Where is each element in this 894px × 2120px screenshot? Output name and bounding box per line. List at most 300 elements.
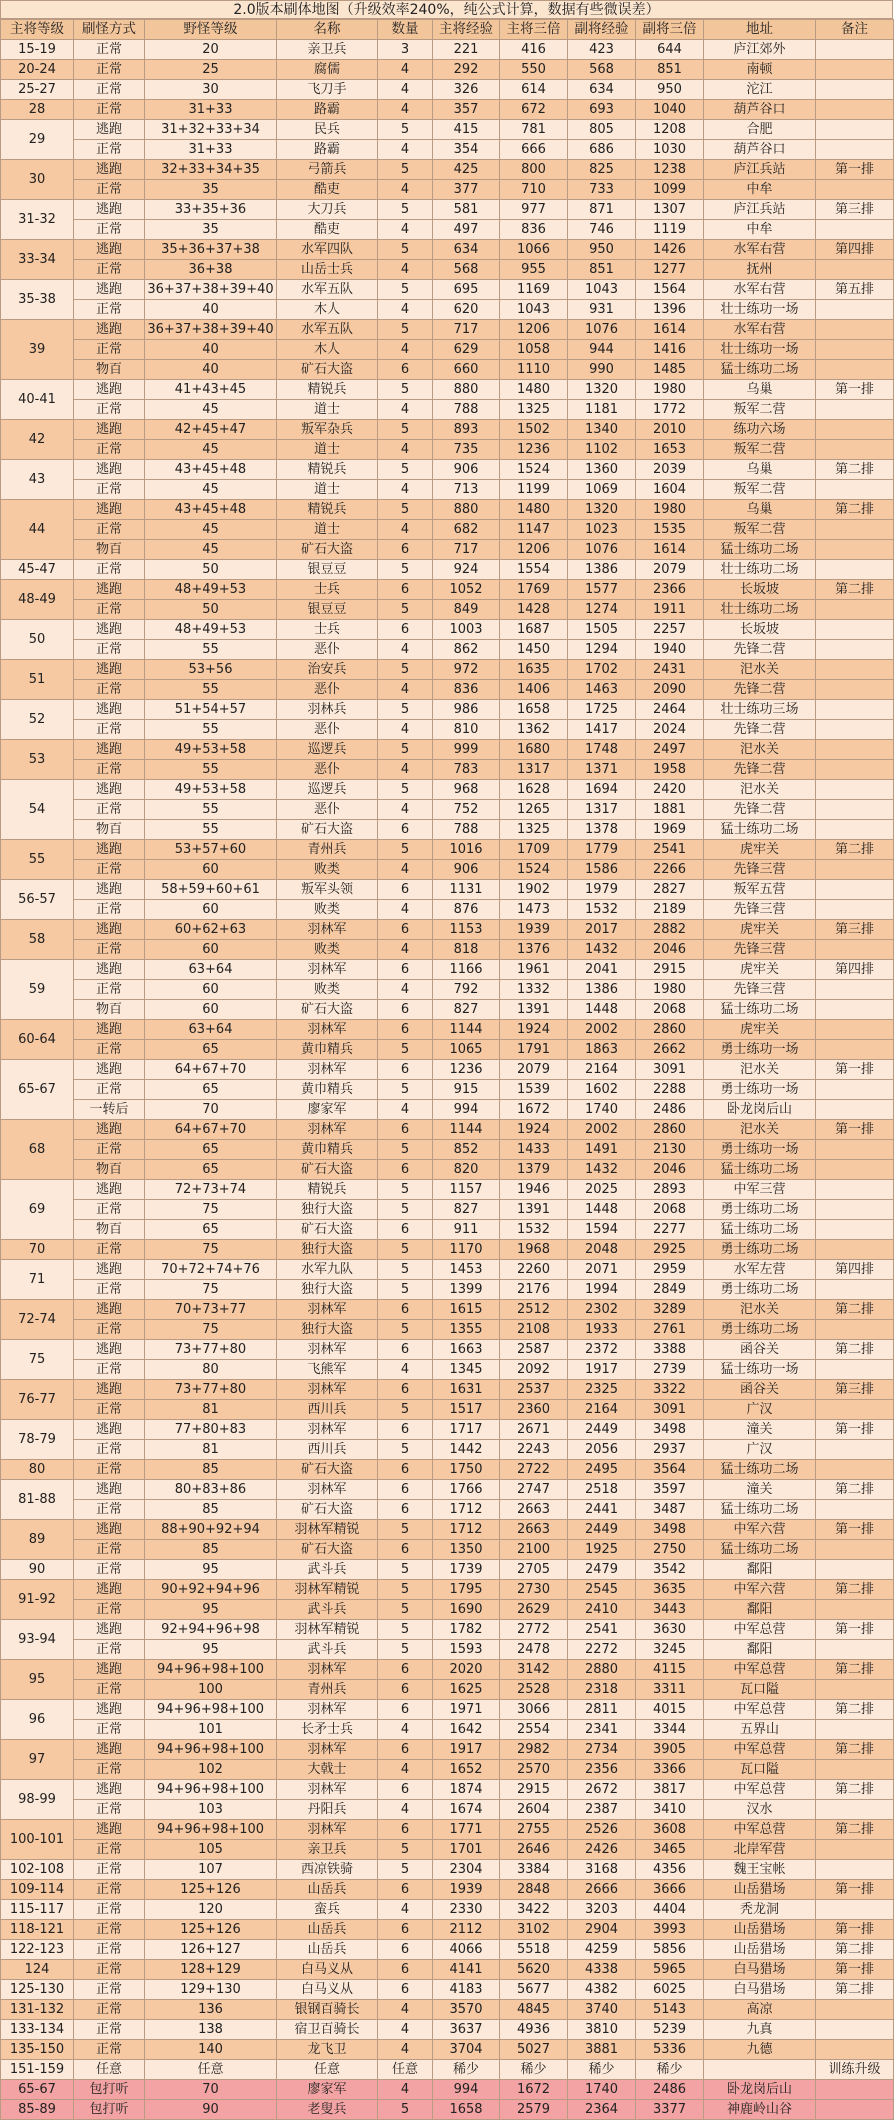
table-cell: 1652 bbox=[433, 1760, 500, 1780]
level-cell: 76-77 bbox=[1, 1380, 74, 1420]
table-cell: 1206 bbox=[500, 540, 568, 560]
table-cell: 3817 bbox=[636, 1780, 704, 1800]
table-cell: 先锋二营 bbox=[704, 760, 816, 780]
table-cell: 1769 bbox=[500, 580, 568, 600]
table-cell: 1320 bbox=[568, 380, 636, 400]
table-cell: 2079 bbox=[636, 560, 704, 580]
table-cell: 2387 bbox=[568, 1800, 636, 1820]
table-cell: 正常 bbox=[74, 1900, 145, 1920]
table-cell: 正常 bbox=[74, 1840, 145, 1860]
table-cell: 3597 bbox=[636, 1480, 704, 1500]
table-cell: 1924 bbox=[500, 1020, 568, 1040]
table-cell: 1345 bbox=[433, 1360, 500, 1380]
table-cell: 独行大盗 bbox=[277, 1200, 378, 1220]
table-cell: 4 bbox=[378, 300, 433, 320]
table-cell: 逃跑 bbox=[74, 1180, 145, 1200]
table-cell: 5 bbox=[378, 700, 433, 720]
table-cell: 2056 bbox=[568, 1440, 636, 1460]
level-cell: 135-150 bbox=[1, 2040, 74, 2060]
table-cell bbox=[816, 660, 894, 680]
level-cell: 52 bbox=[1, 700, 74, 740]
table-cell: 逃跑 bbox=[74, 1060, 145, 1080]
table-cell: 中牟 bbox=[704, 180, 816, 200]
table-cell: 先锋二营 bbox=[704, 640, 816, 660]
level-cell: 133-134 bbox=[1, 2020, 74, 2040]
table-cell: 5 bbox=[378, 780, 433, 800]
table-cell: 92+94+96+98 bbox=[145, 1620, 277, 1640]
table-cell: 1631 bbox=[433, 1380, 500, 1400]
table-cell: 逃跑 bbox=[74, 740, 145, 760]
table-cell: 第一排 bbox=[816, 1520, 894, 1540]
table-cell: 2092 bbox=[500, 1360, 568, 1380]
table-cell: 羽林军精锐 bbox=[277, 1580, 378, 1600]
table-cell: 5239 bbox=[636, 2020, 704, 2040]
table-cell: 4 bbox=[378, 180, 433, 200]
table-cell: 壮士练功二场 bbox=[704, 600, 816, 620]
table-row bbox=[1, 1300, 894, 1320]
table-cell: 2541 bbox=[568, 1620, 636, 1640]
table-cell: 2722 bbox=[500, 1460, 568, 1480]
table-cell: 2372 bbox=[568, 1340, 636, 1360]
table-cell: 357 bbox=[433, 100, 500, 120]
table-cell: 5 bbox=[378, 500, 433, 520]
table-cell: 函谷关 bbox=[704, 1340, 816, 1360]
table-cell: 2747 bbox=[500, 1480, 568, 1500]
table-cell: 6025 bbox=[636, 1980, 704, 2000]
table-cell: 5 bbox=[378, 1260, 433, 1280]
table-cell: 906 bbox=[433, 860, 500, 880]
table-cell: 1933 bbox=[568, 1320, 636, 1340]
table-cell: 第一排 bbox=[816, 1920, 894, 1940]
table-cell bbox=[704, 2060, 816, 2080]
table-cell: 1052 bbox=[433, 580, 500, 600]
table-cell: 6 bbox=[378, 1460, 433, 1480]
table-cell: 880 bbox=[433, 500, 500, 520]
table-cell bbox=[816, 640, 894, 660]
table-cell: 90 bbox=[145, 2100, 277, 2120]
table-cell: 2526 bbox=[568, 1820, 636, 1840]
table-cell: 1480 bbox=[500, 380, 568, 400]
table-cell: 北岸军营 bbox=[704, 1840, 816, 1860]
table-cell: 羽林军 bbox=[277, 1380, 378, 1400]
table-cell: 85 bbox=[145, 1540, 277, 1560]
table-row bbox=[1, 1420, 894, 1440]
table-cell: 路霸 bbox=[277, 140, 378, 160]
table-cell: 先锋二营 bbox=[704, 680, 816, 700]
table-row bbox=[1, 1780, 894, 1800]
table-cell: 1614 bbox=[636, 540, 704, 560]
table-cell: 49+53+58 bbox=[145, 780, 277, 800]
table-cell: 800 bbox=[500, 160, 568, 180]
table-cell: 820 bbox=[433, 1160, 500, 1180]
table-cell: 1771 bbox=[433, 1820, 500, 1840]
table-cell: 1003 bbox=[433, 620, 500, 640]
table-cell: 水军九队 bbox=[277, 1260, 378, 1280]
table-cell: 3410 bbox=[636, 1800, 704, 1820]
table-cell: 5 bbox=[378, 1560, 433, 1580]
table-cell bbox=[816, 100, 894, 120]
table-cell: 第一排 bbox=[816, 1620, 894, 1640]
table-cell: 2761 bbox=[636, 1320, 704, 1340]
table-cell: 山岳猎场 bbox=[704, 1940, 816, 1960]
level-cell: 91-92 bbox=[1, 1580, 74, 1620]
table-row bbox=[1, 1240, 894, 1260]
table-row bbox=[1, 180, 894, 200]
table-cell: 4 bbox=[378, 520, 433, 540]
table-cell: 羽林军精锐 bbox=[277, 1520, 378, 1540]
table-cell: 2772 bbox=[500, 1620, 568, 1640]
column-header: 副将三倍 bbox=[636, 20, 704, 40]
table-cell: 逃跑 bbox=[74, 280, 145, 300]
table-cell: 1863 bbox=[568, 1040, 636, 1060]
table-cell: 勇士练功一场 bbox=[704, 1140, 816, 1160]
table-cell: 1532 bbox=[500, 1220, 568, 1240]
table-cell: 4382 bbox=[568, 1980, 636, 2000]
table-cell: 1939 bbox=[500, 920, 568, 940]
table-row bbox=[1, 1520, 894, 1540]
table-cell: 2663 bbox=[500, 1520, 568, 1540]
table-cell: 136 bbox=[145, 2000, 277, 2020]
table-cell: 第二排 bbox=[816, 840, 894, 860]
table-cell: 4 bbox=[378, 260, 433, 280]
table-cell: 85 bbox=[145, 1460, 277, 1480]
table-cell: 40 bbox=[145, 360, 277, 380]
table-row bbox=[1, 2080, 894, 2100]
table-cell bbox=[816, 1000, 894, 1020]
table-cell: 1379 bbox=[500, 1160, 568, 1180]
table-cell: 634 bbox=[433, 240, 500, 260]
table-row bbox=[1, 200, 894, 220]
table-cell bbox=[816, 480, 894, 500]
table-cell: 第一排 bbox=[816, 1060, 894, 1080]
column-header: 数量 bbox=[378, 20, 433, 40]
table-cell bbox=[816, 700, 894, 720]
table-cell: 915 bbox=[433, 1080, 500, 1100]
table-cell: 正常 bbox=[74, 2020, 145, 2040]
table-cell: 练功六场 bbox=[704, 420, 816, 440]
table-cell: 4259 bbox=[568, 1940, 636, 1960]
level-cell: 31-32 bbox=[1, 200, 74, 240]
table-cell: 81 bbox=[145, 1440, 277, 1460]
table-cell: 叛军头领 bbox=[277, 880, 378, 900]
table-cell: 1166 bbox=[433, 960, 500, 980]
table-row bbox=[1, 1700, 894, 1720]
table-cell: 4 bbox=[378, 800, 433, 820]
table-cell: 31+33 bbox=[145, 100, 277, 120]
table-cell: 710 bbox=[500, 180, 568, 200]
table-cell: 黄巾精兵 bbox=[277, 1040, 378, 1060]
table-cell: 1717 bbox=[433, 1420, 500, 1440]
table-cell: 中军总营 bbox=[704, 1740, 816, 1760]
table-cell: 长坂坡 bbox=[704, 580, 816, 600]
table-cell: 95 bbox=[145, 1600, 277, 1620]
table-cell: 3377 bbox=[636, 2100, 704, 2120]
table-row bbox=[1, 1540, 894, 1560]
table-cell: 63+64 bbox=[145, 1020, 277, 1040]
table-cell: 4 bbox=[378, 140, 433, 160]
table-cell: 95 bbox=[145, 1560, 277, 1580]
table-cell: 中军六营 bbox=[704, 1580, 816, 1600]
table-cell: 138 bbox=[145, 2020, 277, 2040]
table-cell: 正常 bbox=[74, 1640, 145, 1660]
table-cell: 2705 bbox=[500, 1560, 568, 1580]
table-cell: 5 bbox=[378, 1040, 433, 1060]
table-cell: 逃跑 bbox=[74, 460, 145, 480]
table-cell: 正常 bbox=[74, 60, 145, 80]
table-cell: 1065 bbox=[433, 1040, 500, 1060]
table-cell: 128+129 bbox=[145, 1960, 277, 1980]
table-cell: 正常 bbox=[74, 800, 145, 820]
table-row bbox=[1, 1860, 894, 1880]
table-cell: 4015 bbox=[636, 1700, 704, 1720]
table-cell bbox=[816, 980, 894, 1000]
table-cell: 1102 bbox=[568, 440, 636, 460]
table-cell: 1658 bbox=[433, 2100, 500, 2120]
table-cell: 876 bbox=[433, 900, 500, 920]
table-cell: 第四排 bbox=[816, 960, 894, 980]
table-row bbox=[1, 1600, 894, 1620]
table-cell: 1396 bbox=[636, 300, 704, 320]
table-cell bbox=[816, 540, 894, 560]
table-cell: 秃龙洞 bbox=[704, 1900, 816, 1920]
table-cell: 1206 bbox=[500, 320, 568, 340]
table-cell: 独行大盗 bbox=[277, 1240, 378, 1260]
table-cell: 972 bbox=[433, 660, 500, 680]
table-cell: 497 bbox=[433, 220, 500, 240]
table-cell: 矿石大盗 bbox=[277, 1540, 378, 1560]
table-cell: 1350 bbox=[433, 1540, 500, 1560]
table-cell: 任意 bbox=[277, 2060, 378, 2080]
table-cell: 羽林军 bbox=[277, 1020, 378, 1040]
table-cell: 银豆豆 bbox=[277, 560, 378, 580]
table-cell: 3443 bbox=[636, 1600, 704, 1620]
table-cell: 1147 bbox=[500, 520, 568, 540]
table-cell: 931 bbox=[568, 300, 636, 320]
table-cell: 第五排 bbox=[816, 280, 894, 300]
table-cell: 1417 bbox=[568, 720, 636, 740]
table-cell: 亲卫兵 bbox=[277, 40, 378, 60]
table-cell: 2304 bbox=[433, 1860, 500, 1880]
table-cell bbox=[816, 1760, 894, 1780]
table-cell: 2176 bbox=[500, 1280, 568, 1300]
table-cell: 5 bbox=[378, 1080, 433, 1100]
table-cell: 6 bbox=[378, 1120, 433, 1140]
table-cell: 65 bbox=[145, 1220, 277, 1240]
table-cell: 805 bbox=[568, 120, 636, 140]
table-cell: 巡逻兵 bbox=[277, 780, 378, 800]
table-cell: 5027 bbox=[500, 2040, 568, 2060]
table-cell bbox=[816, 2040, 894, 2060]
table-cell: 精锐兵 bbox=[277, 380, 378, 400]
table-cell: 1362 bbox=[500, 720, 568, 740]
table-cell bbox=[816, 220, 894, 240]
table-cell: 2039 bbox=[636, 460, 704, 480]
table-cell: 5 bbox=[378, 1860, 433, 1880]
table-cell: 45 bbox=[145, 480, 277, 500]
table-cell: 35+36+37+38 bbox=[145, 240, 277, 260]
table-cell: 大戟士 bbox=[277, 1760, 378, 1780]
table-row bbox=[1, 2100, 894, 2120]
table-cell: 55 bbox=[145, 760, 277, 780]
table-cell: 酷吏 bbox=[277, 180, 378, 200]
table-cell: 乌巢 bbox=[704, 500, 816, 520]
table-cell: 4 bbox=[378, 640, 433, 660]
table-cell: 1491 bbox=[568, 1140, 636, 1160]
table-row bbox=[1, 1360, 894, 1380]
table-cell: 686 bbox=[568, 140, 636, 160]
table-cell: 6 bbox=[378, 1780, 433, 1800]
table-cell: 白马猎场 bbox=[704, 1960, 816, 1980]
table-cell: 6 bbox=[378, 1660, 433, 1680]
table-cell: 1614 bbox=[636, 320, 704, 340]
table-cell: 正常 bbox=[74, 1860, 145, 1880]
table-cell: 45 bbox=[145, 440, 277, 460]
table-row bbox=[1, 540, 894, 560]
table-cell: 矿石大盗 bbox=[277, 1500, 378, 1520]
table-cell: 败类 bbox=[277, 900, 378, 920]
table-cell bbox=[816, 1600, 894, 1620]
table-cell: 1450 bbox=[500, 640, 568, 660]
table-cell: 64+67+70 bbox=[145, 1060, 277, 1080]
table-cell: 2449 bbox=[568, 1420, 636, 1440]
table-cell: 1791 bbox=[500, 1040, 568, 1060]
table-cell: 青州兵 bbox=[277, 1680, 378, 1700]
table-cell: 正常 bbox=[74, 1460, 145, 1480]
level-cell: 118-121 bbox=[1, 1920, 74, 1940]
table-cell: 第一排 bbox=[816, 1420, 894, 1440]
level-cell: 122-123 bbox=[1, 1940, 74, 1960]
table-cell: 4 bbox=[378, 900, 433, 920]
table-cell: 1586 bbox=[568, 860, 636, 880]
table-cell: 45 bbox=[145, 540, 277, 560]
table-cell: 先锋三营 bbox=[704, 860, 816, 880]
table-cell: 3102 bbox=[500, 1920, 568, 1940]
table-cell: 3810 bbox=[568, 2020, 636, 2040]
table-cell: 逃跑 bbox=[74, 700, 145, 720]
table-cell: 2189 bbox=[636, 900, 704, 920]
table-cell: 物百 bbox=[74, 1220, 145, 1240]
table-cell: 2325 bbox=[568, 1380, 636, 1400]
table-cell: 1779 bbox=[568, 840, 636, 860]
table-cell: 5 bbox=[378, 380, 433, 400]
level-cell: 42 bbox=[1, 420, 74, 460]
table-cell: 120 bbox=[145, 1900, 277, 1920]
table-row bbox=[1, 40, 894, 60]
table-cell: 129+130 bbox=[145, 1980, 277, 2000]
table-cell: 壮士练功二场 bbox=[704, 560, 816, 580]
table-cell: 正常 bbox=[74, 1760, 145, 1780]
table-cell: 80+83+86 bbox=[145, 1480, 277, 1500]
level-cell: 53 bbox=[1, 740, 74, 780]
table-cell: 1766 bbox=[433, 1480, 500, 1500]
table-cell: 正常 bbox=[74, 1540, 145, 1560]
table-cell: 1625 bbox=[433, 1680, 500, 1700]
table-cell: 1030 bbox=[636, 140, 704, 160]
table-cell: 矿石大盗 bbox=[277, 540, 378, 560]
table-cell bbox=[816, 560, 894, 580]
level-cell: 115-117 bbox=[1, 1900, 74, 1920]
table-cell: 1043 bbox=[500, 300, 568, 320]
table-cell bbox=[816, 80, 894, 100]
level-cell: 98-99 bbox=[1, 1780, 74, 1820]
table-row bbox=[1, 1580, 894, 1600]
table-cell: 1502 bbox=[500, 420, 568, 440]
table-cell: 4 bbox=[378, 440, 433, 460]
table-row bbox=[1, 340, 894, 360]
table-cell: 1181 bbox=[568, 400, 636, 420]
table-cell: 1391 bbox=[500, 1000, 568, 1020]
table-cell: 1238 bbox=[636, 160, 704, 180]
table-cell: 恶仆 bbox=[277, 720, 378, 740]
table-cell: 105 bbox=[145, 1840, 277, 1860]
table-cell: 逃跑 bbox=[74, 880, 145, 900]
table-cell: 正常 bbox=[74, 1360, 145, 1380]
table-cell: 292 bbox=[433, 60, 500, 80]
table-cell: 849 bbox=[433, 600, 500, 620]
level-cell: 40-41 bbox=[1, 380, 74, 420]
table-cell: 正常 bbox=[74, 80, 145, 100]
table-cell: 2048 bbox=[568, 1240, 636, 1260]
table-cell: 道士 bbox=[277, 480, 378, 500]
table-cell: 山岳士兵 bbox=[277, 260, 378, 280]
table-cell: 逃跑 bbox=[74, 1420, 145, 1440]
table-cell: 2024 bbox=[636, 720, 704, 740]
table-cell bbox=[816, 1840, 894, 1860]
table-cell: 1069 bbox=[568, 480, 636, 500]
column-header: 主将等级 bbox=[1, 20, 74, 40]
table-cell: 3704 bbox=[433, 2040, 500, 2060]
table-cell: 911 bbox=[433, 1220, 500, 1240]
table-row bbox=[1, 360, 894, 380]
table-cell: 羽林军 bbox=[277, 1820, 378, 1840]
table-cell: 第二排 bbox=[816, 580, 894, 600]
table-cell: 叛军五营 bbox=[704, 880, 816, 900]
table-row bbox=[1, 780, 894, 800]
table-cell: 猛士练功二场 bbox=[704, 1460, 816, 1480]
table-row bbox=[1, 840, 894, 860]
table-cell: 物百 bbox=[74, 540, 145, 560]
table-cell: 白马猎场 bbox=[704, 1980, 816, 2000]
table-cell: 叛军二营 bbox=[704, 520, 816, 540]
table-cell: 勇士练功二场 bbox=[704, 1320, 816, 1340]
table-cell: 1144 bbox=[433, 1120, 500, 1140]
table-cell: 矿石大盗 bbox=[277, 1160, 378, 1180]
level-cell: 124 bbox=[1, 1960, 74, 1980]
table-cell: 1946 bbox=[500, 1180, 568, 1200]
table-cell: 666 bbox=[500, 140, 568, 160]
table-cell: 5 bbox=[378, 1280, 433, 1300]
table-row bbox=[1, 1380, 894, 1400]
table-cell: 6 bbox=[378, 1540, 433, 1560]
table-cell: 合肥 bbox=[704, 120, 816, 140]
table-cell: 1593 bbox=[433, 1640, 500, 1660]
table-cell: 682 bbox=[433, 520, 500, 540]
table-cell bbox=[816, 2080, 894, 2100]
table-cell: 6 bbox=[378, 1980, 433, 2000]
table-cell: 3993 bbox=[636, 1920, 704, 1940]
table-cell: 1702 bbox=[568, 660, 636, 680]
table-cell: 先锋三营 bbox=[704, 940, 816, 960]
table-cell: 788 bbox=[433, 820, 500, 840]
table-cell: 94+96+98+100 bbox=[145, 1700, 277, 1720]
table-cell: 1674 bbox=[433, 1800, 500, 1820]
table-cell: 1782 bbox=[433, 1620, 500, 1640]
table-cell: 5 bbox=[378, 240, 433, 260]
table-cell: 36+38 bbox=[145, 260, 277, 280]
table-cell: 1740 bbox=[568, 2080, 636, 2100]
table-cell: 2893 bbox=[636, 1180, 704, 1200]
table-cell: 4 bbox=[378, 2080, 433, 2100]
